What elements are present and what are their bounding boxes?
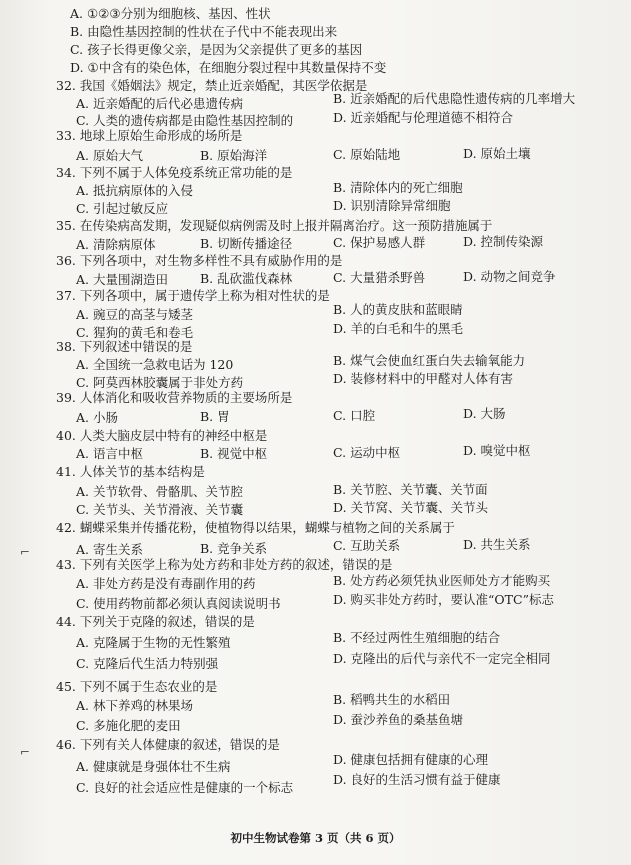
- option-a: A. 寄生关系: [76, 542, 143, 557]
- option-c: C. 使用药物前都必须认真阅读说明书: [76, 596, 281, 611]
- option-d: D. 原始土壤: [463, 146, 531, 161]
- option-a: A. 健康就是身强体壮不生病: [76, 759, 231, 774]
- option-a: A. 清除病原体: [76, 237, 156, 252]
- option-d: D. 良好的生活习惯有益于健康: [333, 772, 501, 787]
- option-d: D. 近亲婚配与伦理道德不相符合: [333, 110, 514, 125]
- option-b: B. 切断传播途径: [200, 236, 293, 251]
- option-c: C. 口腔: [333, 408, 376, 423]
- option-a: A. 全国统一急救电话为 120: [76, 357, 234, 372]
- option-c: C. 运动中枢: [333, 445, 401, 460]
- option-b: B. 处方药必须凭执业医师处方才能购买: [333, 573, 551, 588]
- option-c: C. 互助关系: [333, 538, 401, 553]
- option-b: B. 稻鸭共生的水稻田: [333, 692, 451, 707]
- question-35: 35. 在传染病高发期，发现疑似病例需及时上报并隔离治疗。这一预防措施属于: [56, 218, 493, 233]
- option-d: D. 羊的白毛和牛的黑毛: [333, 321, 464, 336]
- option-b: B. 近亲婚配的后代患隐性遗传病的几率增大: [333, 91, 576, 106]
- option-a: A. 小肠: [76, 410, 118, 425]
- option-c: C. 多施化肥的麦田: [76, 718, 181, 733]
- option-d: D. 动物之间竞争: [463, 269, 556, 284]
- option-b: B. 原始海洋: [200, 148, 268, 163]
- option-c: C. 良好的社会适应性是健康的一个标志: [76, 780, 294, 795]
- option-b: B. 竞争关系: [200, 541, 268, 556]
- option-a: A. 语言中枢: [76, 446, 143, 461]
- option-b: B. 人的黄皮肤和蓝眼睛: [333, 302, 463, 317]
- option-c: C. 保护易感人群: [333, 235, 426, 250]
- question-32: 32. 我国《婚姻法》规定，禁止近亲婚配，其医学依据是: [56, 78, 368, 93]
- option-b: B. 视觉中枢: [200, 446, 268, 461]
- option-d: D. 蚕沙养鱼的桑基鱼塘: [333, 712, 464, 727]
- option-d: D. 关节窝、关节囊、关节头: [333, 500, 489, 515]
- option-d: D. 大肠: [463, 406, 506, 421]
- option-a: A. 克隆属于生物的无性繁殖: [76, 635, 231, 650]
- option-c: C. 克隆后代生活力特别强: [76, 656, 219, 671]
- question-36: 36. 下列各项中，对生物多样性不具有威胁作用的是: [56, 253, 343, 268]
- option-a: A. 豌豆的高茎与矮茎: [76, 307, 193, 322]
- option-d: D. ①中含有的染色体，在细胞分裂过程中其数量保持不变: [70, 60, 387, 75]
- option-b: D. 健康包括拥有健康的心理: [333, 752, 489, 767]
- option-a: A. 林下养鸡的林果场: [76, 698, 193, 713]
- option-c: C. 大量猎杀野兽: [333, 270, 426, 285]
- question-43: 43. 下列有关医学上称为处方药和非处方药的叙述，错误的是: [56, 557, 393, 572]
- option-b: B. 关节腔、关节囊、关节面: [333, 482, 488, 497]
- option-d: D. 装修材料中的甲醛对人体有害: [333, 371, 514, 386]
- option-c: C. 关节头、关节滑液、关节囊: [76, 502, 244, 517]
- option-a: A. 大量围湖造田: [76, 272, 168, 287]
- question-38: 38. 下列叙述中错误的是: [56, 339, 193, 354]
- option-c: C. 原始陆地: [333, 147, 401, 162]
- option-a: A. 关节软骨、骨骼肌、关节腔: [76, 484, 243, 499]
- option-b: B. 煤气会使血红蛋白失去输氧能力: [333, 353, 526, 368]
- option-b: B. 乱砍滥伐森林: [200, 271, 293, 286]
- option-c: C. 猩狗的黄毛和卷毛: [76, 325, 194, 340]
- option-d: D. 控制传染源: [463, 234, 544, 249]
- question-44: 44. 下列关于克隆的叙述，错误的是: [56, 614, 255, 629]
- question-39: 39. 人体消化和吸收营养物质的主要场所是: [56, 390, 293, 405]
- question-45: 45. 下列不属于生态农业的是: [56, 679, 218, 694]
- option-b: B. 不经过两性生殖细胞的结合: [333, 630, 501, 645]
- option-d: D. 购买非处方药时，要认准“OTC”标志: [333, 592, 554, 607]
- option-a: A. 抵抗病原体的入侵: [76, 183, 193, 198]
- binding-mark: ⌐: [20, 545, 31, 559]
- binding-mark: ⌐: [20, 745, 31, 759]
- option-d: D. 嗅觉中枢: [463, 443, 531, 458]
- option-c: C. 人类的遗传病都是由隐性基因控制的: [76, 113, 294, 128]
- option-a: A. 非处方药是没有毒副作用的药: [76, 576, 256, 591]
- option-c: C. 孩子长得更像父亲，是因为父亲提供了更多的基因: [70, 42, 363, 57]
- option-c: C. 阿莫西林胶囊属于非处方药: [76, 375, 244, 390]
- question-46: 46. 下列有关人体健康的叙述，错误的是: [56, 737, 280, 752]
- page-footer: 初中生物试卷第 3 页（共 6 页）: [230, 831, 401, 845]
- option-a: A. 原始大气: [76, 148, 143, 163]
- question-42: 42. 蝴蝶采集并传播花粉，使植物得以结果，蝴蝶与植物之间的关系属于: [56, 520, 455, 535]
- question-41: 41. 人体关节的基本结构是: [56, 464, 205, 479]
- question-40: 40. 人类大脑皮层中特有的神经中枢是: [56, 428, 268, 443]
- option-b: B. 清除体内的死亡细胞: [333, 180, 463, 195]
- option-d: D. 克隆出的后代与亲代不一定完全相同: [333, 651, 551, 666]
- question-37: 37. 下列各项中，属于遗传学上称为相对性状的是: [56, 288, 330, 303]
- option-d: D. 识别清除异常细胞: [333, 198, 451, 213]
- option-b: B. 由隐性基因控制的性状在子代中不能表现出来: [70, 24, 338, 39]
- option-a: A. ①②③分别为细胞核、基因、性状: [70, 6, 271, 21]
- option-b: B. 胃: [200, 409, 230, 424]
- option-a: A. 近亲婚配的后代必患遗传病: [76, 96, 243, 111]
- question-33: 33. 地球上原始生命形成的场所是: [56, 128, 243, 143]
- option-d: D. 共生关系: [463, 537, 531, 552]
- option-c: C. 引起过敏反应: [76, 201, 169, 216]
- question-34: 34. 下列不属于人体免疫系统正常功能的是: [56, 165, 293, 180]
